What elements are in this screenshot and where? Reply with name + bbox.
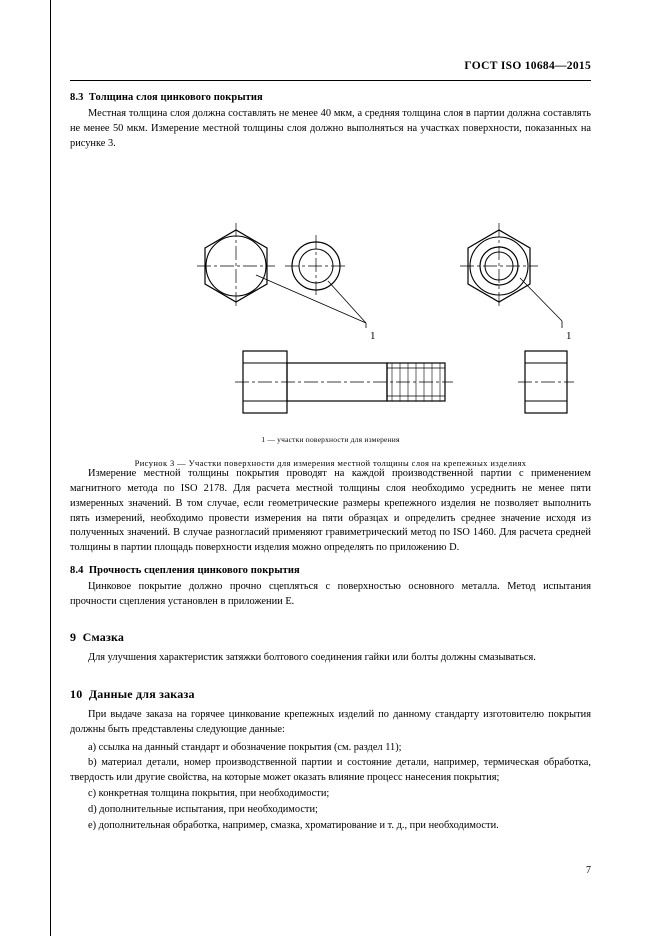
figure-callout-1-right: 1 [566, 330, 572, 343]
figure-caption: Рисунок 3 — Участки поверхности для измерения местной толщины слоя на крепежных изделиях [134, 458, 527, 469]
section-title-8-4: Прочность сцепления цинкового покрытия [88, 564, 300, 576]
page-content [70, 92, 591, 834]
paragraph-after-figure: Измерение местной толщины покрытия проводят на каждой производственной партии с применением магнитного метода по ISO 2178. Для расчета местной толщины слоя необходимо усреднить не менее пяти измеренных значений. В том случае, если геометрические размеры крепежного изделия не позволяет выполнить пять измерений, необходимо провести измерения на пяти образцах и определить среднее значение исходя из полученных значений. В случае разногласий применяют гравиметрический метод по ISO 1460. Для расчета средней толщины в партии площадь поверхности изделия можно определять по приложению D. [70, 468, 591, 554]
list-item: e) дополнительная обработка, например, смазка, хроматирование и т. д., при необходимости. [88, 819, 499, 831]
paragraph-9: Для улучшения характеристик затяжки болтового соединения гайки или болты должны смазываться. [88, 652, 536, 664]
section-heading-10 [70, 687, 591, 702]
page-number: 7 [586, 865, 591, 876]
section-number-10: 10 [70, 687, 83, 702]
section-heading-8-3 [70, 92, 591, 103]
header-divider [70, 80, 591, 81]
list-item: d) дополнительные испытания, при необходимости; [88, 803, 318, 815]
left-margin-rule [50, 0, 51, 936]
figure-legend: 1 — участки поверхности для измерения [261, 435, 400, 445]
list-item: c) конкретная толщина покрытия, при необходимости; [88, 788, 330, 800]
section-title-9: Смазка [82, 630, 125, 645]
figure-3-drawing [70, 163, 591, 428]
section-number: 8.3 [70, 92, 84, 103]
section-title: Толщина слоя цинкового покрытия [88, 92, 263, 103]
section-number-8-4: 8.4 [70, 564, 84, 576]
list-item: a) ссылка на данный стандарт и обозначение покрытия (см. раздел 11); [88, 741, 402, 753]
figure-3 [70, 163, 591, 469]
section-title-10: Данные для заказа [88, 687, 195, 702]
list-item: b) материал детали, номер производственной партии и состояние детали, например, термическая обработка, твердость или другие свойства, на которые может оказать влияние процесс нанесения покрытия; [70, 757, 591, 784]
section-heading-8-4 [70, 565, 591, 576]
section-heading-9 [70, 630, 591, 645]
paragraph-8-3: Местная толщина слоя должна составлять не менее 40 мкм, а средняя толщина слоя в партии должна составлять не менее 50 мкм. Измерение местной толщины слоя должно выполняться на участках поверхности, показанных на рисунке 3. [70, 108, 591, 149]
paragraph-10-intro: При выдаче заказа на горячее цинкование крепежных изделий по данному стандарту изготовителю покрытия должны быть представлены следующие данные: [70, 709, 591, 735]
paragraph-8-4: Цинковое покрытие должно прочно сцепляться с поверхностью основного металла. Метод испытания прочности сцепления установлен в приложении E. [70, 580, 591, 607]
figure-callout-1-left: 1 [370, 330, 376, 343]
page-header-standard-title: ГОСТ ISO 10684—2015 [464, 60, 591, 72]
section-number-9: 9 [70, 630, 77, 645]
